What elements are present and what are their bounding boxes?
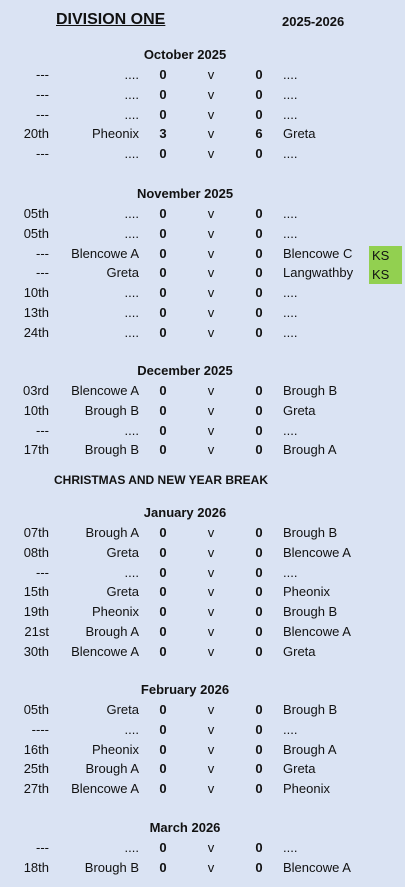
fixture-date: 20th	[23, 126, 49, 142]
away-team: Brough A	[283, 741, 337, 757]
versus-label: v	[207, 383, 215, 398]
home-score: 0	[159, 702, 167, 717]
versus-label: v	[207, 781, 215, 796]
home-score: 0	[159, 324, 167, 340]
fixture-row	[0, 543, 405, 563]
away-score: 0	[255, 422, 263, 438]
versus-label: v	[207, 643, 215, 659]
versus-label: v	[207, 245, 215, 261]
away-team: ....	[283, 285, 298, 300]
versus-label: v	[207, 859, 215, 875]
away-score: 0	[255, 781, 263, 796]
away-team: Brough B	[283, 383, 338, 398]
away-team: ....	[283, 304, 298, 320]
fixture-date: 08th	[23, 544, 49, 560]
fixture-date: 10th	[23, 402, 49, 418]
fixture-date: 18th	[23, 859, 49, 875]
home-team: ....	[124, 304, 139, 320]
away-team: Blencowe C	[283, 245, 353, 261]
home-team: ....	[124, 67, 139, 82]
away-team: Greta	[283, 126, 316, 142]
versus-label: v	[207, 702, 215, 717]
fixture-row	[0, 204, 405, 224]
home-score: 0	[159, 544, 167, 560]
away-score: 0	[255, 525, 263, 540]
away-team: Brough B	[283, 525, 338, 540]
versus-label: v	[207, 584, 215, 600]
fixture-row	[0, 740, 405, 760]
versus-label: v	[207, 741, 215, 757]
versus-label: v	[207, 126, 215, 142]
away-team: ....	[283, 840, 298, 855]
versus-label: v	[207, 324, 215, 340]
home-team: ....	[124, 721, 139, 737]
home-team: Blencowe A	[71, 245, 139, 261]
away-team: ....	[283, 146, 298, 161]
month-heading: October 2025	[143, 47, 227, 62]
fixture-row	[0, 858, 405, 878]
away-score: 0	[255, 544, 263, 560]
away-score: 0	[255, 741, 263, 757]
away-score: 0	[255, 721, 263, 737]
home-score: 0	[159, 761, 167, 777]
home-team: Brough A	[85, 761, 139, 777]
fixture-row	[0, 642, 405, 662]
fixture-row	[0, 602, 405, 622]
home-score: 0	[159, 781, 167, 796]
away-score: 0	[255, 604, 263, 619]
away-team: ....	[283, 67, 298, 82]
away-score: 0	[255, 761, 263, 777]
fixture-row	[0, 144, 405, 164]
away-score: 0	[255, 225, 263, 241]
versus-label: v	[207, 265, 215, 281]
away-team: ....	[283, 721, 298, 737]
versus-label: v	[207, 840, 215, 855]
versus-label: v	[207, 721, 215, 737]
away-team: Greta	[283, 761, 316, 777]
fixture-date: ---	[36, 265, 49, 281]
home-score: 0	[159, 67, 167, 82]
home-team: ....	[124, 564, 139, 580]
away-team: ....	[283, 564, 298, 580]
fixture-date: 27th	[23, 781, 49, 796]
away-score: 0	[255, 265, 263, 281]
away-score: 0	[255, 304, 263, 320]
away-score: 0	[255, 146, 263, 161]
away-team: Greta	[283, 402, 316, 418]
fixture-row	[0, 244, 405, 264]
home-score: 0	[159, 623, 167, 639]
away-team: ....	[283, 206, 298, 221]
home-score: 0	[159, 225, 167, 241]
season-label: 2025-2026	[282, 14, 345, 29]
home-score: 0	[159, 643, 167, 659]
fixture-date: ---	[36, 840, 49, 855]
status-badge: KS	[369, 265, 402, 284]
fixture-row	[0, 563, 405, 583]
month-heading: March 2026	[149, 820, 221, 835]
versus-label: v	[207, 67, 215, 82]
fixture-date: ---	[36, 86, 49, 102]
home-score: 0	[159, 383, 167, 398]
home-team: Brough B	[84, 402, 139, 418]
home-team: ....	[124, 106, 139, 122]
status-badge: KS	[369, 246, 402, 265]
christmas-break-note: CHRISTMAS AND NEW YEAR BREAK	[54, 473, 269, 487]
away-team: ....	[283, 86, 298, 102]
fixture-date: ---	[36, 67, 49, 82]
home-team: Brough B	[84, 859, 139, 875]
fixture-row	[0, 700, 405, 720]
fixture-date: 10th	[23, 285, 49, 300]
away-team: ....	[283, 106, 298, 122]
home-score: 0	[159, 442, 167, 458]
home-team: Greta	[106, 702, 139, 717]
fixture-row	[0, 440, 405, 460]
home-team: ....	[124, 146, 139, 161]
versus-label: v	[207, 285, 215, 300]
fixture-row	[0, 779, 405, 799]
away-score: 0	[255, 285, 263, 300]
home-score: 0	[159, 206, 167, 221]
away-score: 0	[255, 324, 263, 340]
fixture-date: 05th	[23, 702, 49, 717]
versus-label: v	[207, 86, 215, 102]
home-score: 0	[159, 584, 167, 600]
home-team: Greta	[106, 544, 139, 560]
fixture-row	[0, 263, 405, 283]
home-team: Greta	[106, 265, 139, 281]
away-team: Blencowe A	[283, 544, 351, 560]
away-score: 0	[255, 86, 263, 102]
home-score: 3	[159, 126, 167, 142]
fixture-row	[0, 523, 405, 543]
home-team: ....	[124, 206, 139, 221]
fixture-date: ---	[36, 106, 49, 122]
away-score: 0	[255, 643, 263, 659]
fixture-date: 19th	[23, 604, 49, 619]
home-team: Brough A	[85, 525, 139, 540]
fixture-date: ---	[36, 422, 49, 438]
versus-label: v	[207, 604, 215, 619]
versus-label: v	[207, 442, 215, 458]
fixture-date: ---	[36, 245, 49, 261]
versus-label: v	[207, 422, 215, 438]
fixture-date: 05th	[23, 225, 49, 241]
fixture-date: 15th	[23, 584, 49, 600]
home-score: 0	[159, 741, 167, 757]
away-team: Brough A	[283, 442, 337, 458]
fixture-date: 07th	[23, 525, 49, 540]
away-score: 0	[255, 106, 263, 122]
home-team: Blencowe A	[71, 643, 139, 659]
fixture-date: ---	[36, 146, 49, 161]
fixture-date: ----	[31, 721, 49, 737]
home-team: Pheonix	[92, 126, 139, 142]
home-team: Brough A	[85, 623, 139, 639]
home-score: 0	[159, 146, 167, 161]
fixture-row	[0, 85, 405, 105]
fixture-row	[0, 622, 405, 642]
away-team: ....	[283, 324, 298, 340]
home-score: 0	[159, 86, 167, 102]
home-score: 0	[159, 859, 167, 875]
home-team: Pheonix	[92, 741, 139, 757]
versus-label: v	[207, 225, 215, 241]
home-team: ....	[124, 840, 139, 855]
fixture-date: 05th	[23, 206, 49, 221]
versus-label: v	[207, 402, 215, 418]
home-team: ....	[124, 422, 139, 438]
home-team: Blencowe A	[71, 781, 139, 796]
fixture-date: 03rd	[22, 383, 49, 398]
home-score: 0	[159, 402, 167, 418]
away-score: 0	[255, 245, 263, 261]
fixture-row	[0, 323, 405, 343]
month-heading: January 2026	[143, 505, 227, 520]
away-team: ....	[283, 225, 298, 241]
away-team: Brough B	[283, 604, 338, 619]
home-team: Brough B	[84, 442, 139, 458]
home-team: Pheonix	[92, 604, 139, 619]
month-heading: February 2026	[140, 682, 230, 697]
away-score: 0	[255, 383, 263, 398]
fixture-row	[0, 65, 405, 85]
fixture-row	[0, 720, 405, 740]
fixture-date: ---	[36, 564, 49, 580]
versus-label: v	[207, 304, 215, 320]
home-score: 0	[159, 840, 167, 855]
month-heading: December 2025	[137, 363, 233, 378]
home-score: 0	[159, 721, 167, 737]
fixture-row	[0, 582, 405, 602]
away-score: 0	[255, 859, 263, 875]
versus-label: v	[207, 106, 215, 122]
away-score: 0	[255, 564, 263, 580]
home-score: 0	[159, 304, 167, 320]
division-title: DIVISION ONE	[56, 11, 166, 28]
versus-label: v	[207, 525, 215, 540]
away-score: 0	[255, 840, 263, 855]
versus-label: v	[207, 623, 215, 639]
away-score: 0	[255, 584, 263, 600]
fixture-row	[0, 124, 405, 144]
away-team: Greta	[283, 643, 316, 659]
fixture-row	[0, 838, 405, 858]
versus-label: v	[207, 564, 215, 580]
month-heading: November 2025	[136, 186, 234, 201]
away-score: 0	[255, 623, 263, 639]
fixture-date: 16th	[23, 741, 49, 757]
away-team: Blencowe A	[283, 623, 351, 639]
versus-label: v	[207, 146, 215, 161]
away-score: 0	[255, 67, 263, 82]
home-team: Greta	[106, 584, 139, 600]
fixture-date: 13th	[23, 304, 49, 320]
home-score: 0	[159, 106, 167, 122]
home-team: ....	[124, 86, 139, 102]
away-team: Pheonix	[283, 584, 330, 600]
away-score: 0	[255, 702, 263, 717]
versus-label: v	[207, 206, 215, 221]
home-score: 0	[159, 564, 167, 580]
away-team: Pheonix	[283, 781, 330, 796]
fixture-date: 25th	[23, 761, 49, 777]
home-score: 0	[159, 245, 167, 261]
home-score: 0	[159, 604, 167, 619]
versus-label: v	[207, 761, 215, 777]
fixture-row	[0, 759, 405, 779]
home-team: ....	[124, 225, 139, 241]
fixture-date: 17th	[23, 442, 49, 458]
away-team: Langwathby	[283, 265, 354, 281]
away-team: Blencowe A	[283, 859, 351, 875]
fixture-row	[0, 303, 405, 323]
fixture-row	[0, 381, 405, 401]
home-score: 0	[159, 422, 167, 438]
home-score: 0	[159, 525, 167, 540]
fixture-row	[0, 105, 405, 125]
away-team: Brough B	[283, 702, 338, 717]
versus-label: v	[207, 544, 215, 560]
fixture-date: 24th	[23, 324, 49, 340]
home-team: Blencowe A	[71, 383, 139, 398]
fixture-row	[0, 283, 405, 303]
fixture-row	[0, 421, 405, 441]
fixture-date: 30th	[23, 643, 49, 659]
home-score: 0	[159, 265, 167, 281]
fixture-row	[0, 401, 405, 421]
home-team: ....	[124, 324, 139, 340]
away-score: 0	[255, 206, 263, 221]
away-score: 0	[255, 402, 263, 418]
away-score: 0	[255, 442, 263, 458]
away-score: 6	[255, 126, 263, 142]
home-team: ....	[124, 285, 139, 300]
fixture-date: 21st	[24, 623, 49, 639]
fixture-row	[0, 224, 405, 244]
away-team: ....	[283, 422, 298, 438]
home-score: 0	[159, 285, 167, 300]
